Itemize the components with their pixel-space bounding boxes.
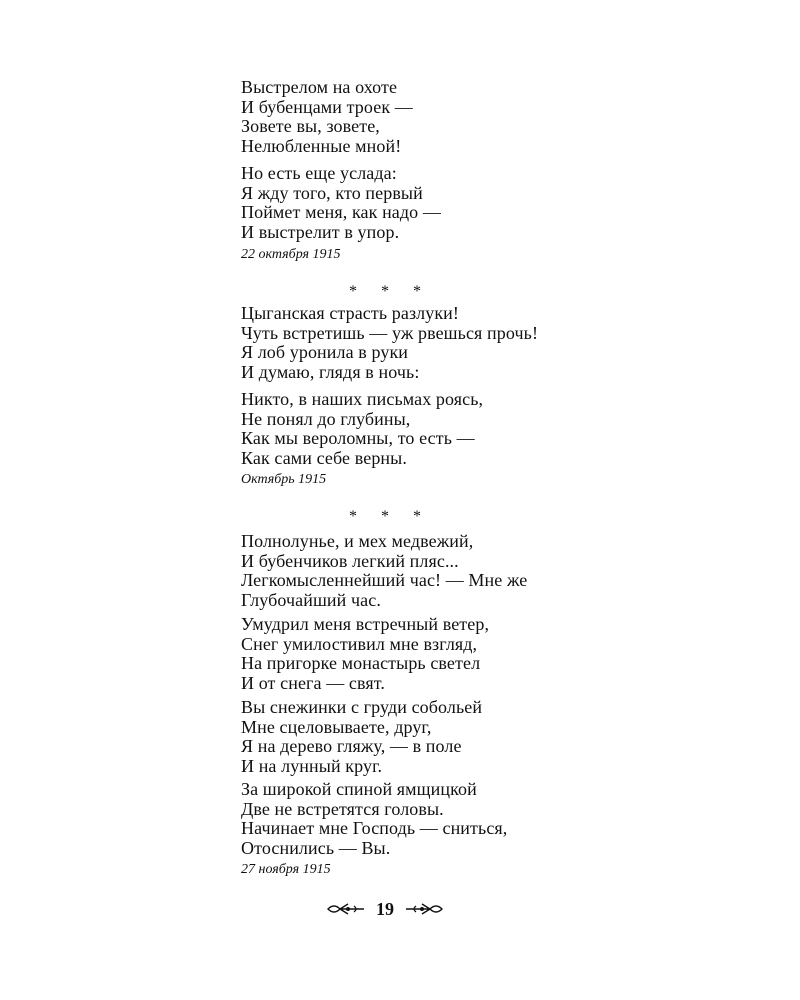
- poem2-stanza-1: [241, 304, 661, 382]
- page-number: 19: [376, 899, 394, 919]
- poem3-stanza-4: [241, 780, 661, 858]
- verse-line: И думаю, глядя в ночь:: [241, 361, 420, 382]
- verse-line: За широкой спиной ямщицкой: [241, 779, 477, 799]
- verse-line: Я лоб уронила в руки: [241, 342, 409, 362]
- verse-line: И на лунный круг.: [241, 755, 383, 776]
- verse-line: Полнолунье, и мех медвежий,: [241, 531, 474, 551]
- verse-line: Но есть еще услада:: [241, 163, 397, 183]
- section-separator: * * *: [349, 283, 431, 300]
- verse-line: Нелюбленные мной!: [241, 135, 402, 156]
- verse-line: Поймет меня, как надо —: [241, 202, 441, 222]
- verse-line: Две не встретятся головы.: [241, 798, 444, 819]
- verse-line: Я жду того, кто первый: [241, 182, 423, 203]
- verse-line: На пригорке монастырь светел: [241, 653, 481, 673]
- verse-line: Как сами себе верны.: [241, 447, 407, 468]
- verse-line: Выстрелом на охоте: [241, 77, 398, 97]
- verse-line: Как мы вероломны, то есть —: [241, 428, 475, 448]
- verse-line: И выстрелит в упор.: [241, 221, 400, 242]
- floral-ornament-icon: [326, 901, 366, 917]
- poem2-stanza-2: [241, 390, 661, 468]
- poem3-stanza-3: [241, 698, 661, 776]
- poem3-stanza-1: [241, 532, 661, 610]
- page-footer: [300, 896, 470, 922]
- poem2-date: Октябрь 1915: [241, 472, 327, 487]
- poem3-stanza-2: [241, 615, 661, 693]
- verse-line: Отоснились — Вы.: [241, 837, 391, 858]
- poem3-date: 27 ноября 1915: [241, 862, 331, 877]
- section-separator: * * *: [349, 508, 431, 525]
- verse-line: Чуть встретишь — уж рвешься прочь!: [241, 322, 539, 343]
- verse-line: Умудрил меня встречный ветер,: [241, 614, 490, 634]
- verse-line: Цыганская страсть разлуки!: [241, 303, 460, 323]
- verse-line: Начинает мне Господь — сниться,: [241, 818, 508, 838]
- floral-ornament-icon: [404, 901, 444, 917]
- poem1-date: 22 октября 1915: [241, 247, 341, 262]
- verse-line: Снег умилостивил мне взгляд,: [241, 633, 478, 654]
- verse-line: Легкомысленнейший час! — Мне же: [241, 570, 528, 590]
- verse-line: Я на дерево гляжу, — в поле: [241, 736, 462, 756]
- verse-line: Зовете вы, зовете,: [241, 116, 380, 136]
- verse-line: Мне сцеловываете, друг,: [241, 716, 432, 737]
- poem1-stanza-1: [241, 78, 661, 156]
- verse-line: И бубенчиков легкий пляс...: [241, 550, 459, 571]
- verse-line: Вы снежинки с груди собольей: [241, 697, 483, 717]
- verse-line: И от снега — свят.: [241, 672, 385, 693]
- poem1-stanza-2: [241, 164, 661, 242]
- verse-line: И бубенцами троек —: [241, 96, 413, 117]
- verse-line: Глубочайший час.: [241, 589, 381, 610]
- verse-line: Не понял до глубины,: [241, 408, 411, 429]
- verse-line: Никто, в наших письмах роясь,: [241, 389, 484, 409]
